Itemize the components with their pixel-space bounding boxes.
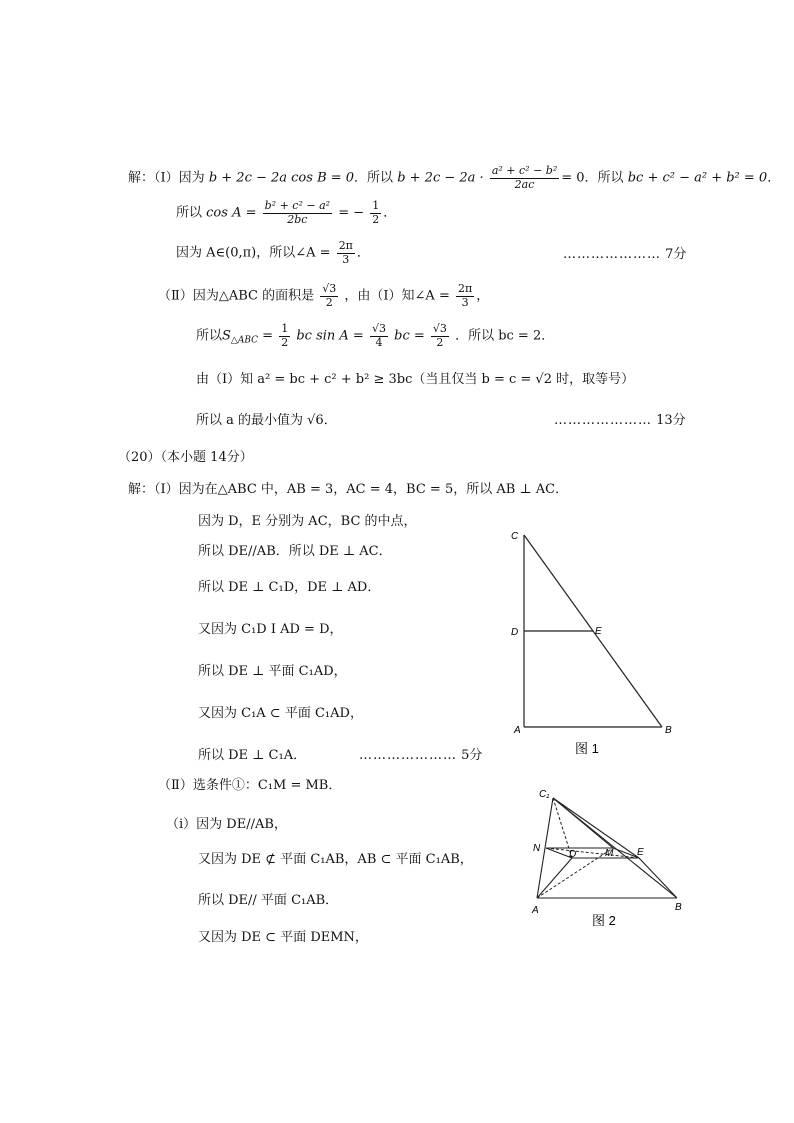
point-label-m: M [605,848,614,859]
text: ．所以 bc = 2． [455,328,555,344]
denominator: 2ac [514,177,535,191]
solution-20-line-3: 所以 DE//AB．所以 DE ⊥ AC． [198,544,392,559]
text: bc = [394,328,425,344]
numerator: √3 [371,322,386,335]
numerator: √3 [322,282,337,295]
solution-20-line-10: （ⅰ）因为 DE//AB， [166,817,287,832]
point-label-a: A [532,905,539,916]
fraction [490,165,559,191]
text: ．所以 [584,170,624,186]
fraction [263,200,332,226]
score-label: 7分 [665,247,687,262]
denominator: 3 [342,252,350,266]
cos-a-line [176,200,396,226]
denominator: 3 [461,295,469,309]
text: 因为 A∈(0,π)，所以∠A = [176,245,331,261]
text: = [262,328,274,344]
segment-c1m [553,798,613,848]
numerator: b² + c² − a² [264,199,331,212]
fraction [431,323,449,349]
angle-a-line [176,240,370,266]
denominator: 4 [375,335,383,349]
point-label-b: B [675,902,682,913]
solution-20-line-5: 又因为 C₁D I AD = D， [198,622,343,637]
equation-3: bc + c² − a² + b² = 0 [627,170,768,186]
denominator: 2 [281,335,289,349]
numerator: 2π [338,239,353,252]
text: bc sin A = [296,328,364,344]
numerator: 1 [372,199,380,212]
part-ii-label: （Ⅱ） [158,288,193,304]
text: 所以 [176,205,203,221]
text: = 0 [561,170,585,186]
fraction [279,323,290,349]
solution-label: 解： [128,482,155,497]
fraction [370,200,381,226]
text: cos A = [206,205,257,221]
numerator: √3 [432,322,447,335]
score-7 [563,247,686,263]
edge-eb [639,858,677,898]
numerator: a² + c² − b² [491,164,558,177]
problem-20-header: （20）（本小题 14分） [118,450,253,465]
point-label-e: E [595,626,602,637]
denominator: 2bc [287,212,308,226]
denominator: 2 [372,212,380,226]
solution-20-line-8: 所以 DE ⊥ C₁A． [198,748,307,763]
score-label: 13分 [656,413,686,428]
text: ． [356,245,370,261]
solution-20-line-12: 所以 DE// 平面 C₁AB． [198,893,339,908]
point-label-c1: C₁ [539,789,550,800]
part-i-label: （Ⅰ） [154,170,179,186]
solution-20-line-2: 因为 D，E 分别为 AC，BC 的中点， [198,514,417,529]
point-label-d: D [569,849,577,860]
point-label-b: B [665,725,672,736]
inequality-line: 由（Ⅰ）知 a² = bc + c² + b² ≥ 3bc（当且仅当 b = c = √2 时，取等号） [196,372,635,387]
point-label-d: D [511,627,519,638]
solution-label: 解： [128,170,155,186]
solution-20-line-1 [128,482,568,498]
text: ． [767,170,781,186]
figure-1-caption: 图 1 [575,741,599,756]
solution-20-line-7: 又因为 C₁A ⊂ 平面 C₁AD， [198,706,363,721]
figure-2-caption: 图 2 [592,913,616,928]
leader-dots: ………………… [554,413,652,428]
min-value-line: 所以 a 的最小值为 √6． [196,413,337,428]
subscript: △ABC [230,335,259,346]
equation-2-left: b + 2c − 2a · [397,170,484,186]
fraction [370,323,388,349]
text: （Ⅰ）因为在△ABC 中，AB = 3，AC = 4，BC = 5，所以 AB ⊥ AC． [154,482,569,497]
fraction [337,240,355,266]
text: ．所以 [354,170,394,186]
solution-20-line-9: （Ⅱ）选条件①：C₁M = MB． [158,778,342,793]
score-13 [554,413,686,429]
numerator: 1 [281,322,289,335]
point-label-a: A [514,725,521,736]
point-label-e: E [637,847,644,858]
leader-dots: ………………… [563,247,661,262]
denominator: 2 [325,295,333,309]
point-label-c: C [511,531,519,542]
point-label-n: N [533,843,541,854]
solution-20-line-4: 所以 DE ⊥ C₁D，DE ⊥ AD． [198,580,381,595]
score-label: 5分 [461,748,483,763]
text: 因为 [178,170,205,186]
edge-c1e [553,798,639,858]
text: ． [383,205,397,221]
text: ， [476,288,490,304]
equation-1: b + 2c − 2a cos B = 0 [208,170,355,186]
area-formula-line [196,323,554,349]
text: S [222,328,231,344]
fraction [456,283,474,309]
denominator: 2 [436,335,444,349]
figure-2 [525,785,695,930]
text: 因为△ABC 的面积是 [192,288,315,304]
part-ii-area-line [158,283,489,309]
text: ，由（Ⅰ）知∠A = [344,288,450,304]
fraction [320,283,338,309]
leader-dots: ………………… [359,748,457,763]
numerator: 2π [458,282,473,295]
text: = − [338,205,365,221]
figure-1 [505,525,695,760]
solution-19-line-1 [128,165,780,191]
solution-20-line-13: 又因为 DE ⊂ 平面 DEMN， [198,930,368,945]
solution-20-line-6: 所以 DE ⊥ 平面 C₁AD， [198,664,347,679]
solution-20-line-11: 又因为 DE ⊄ 平面 C₁AB，AB ⊂ 平面 C₁AB， [198,852,473,867]
score-5 [359,748,482,764]
text: 所以 [196,328,223,344]
